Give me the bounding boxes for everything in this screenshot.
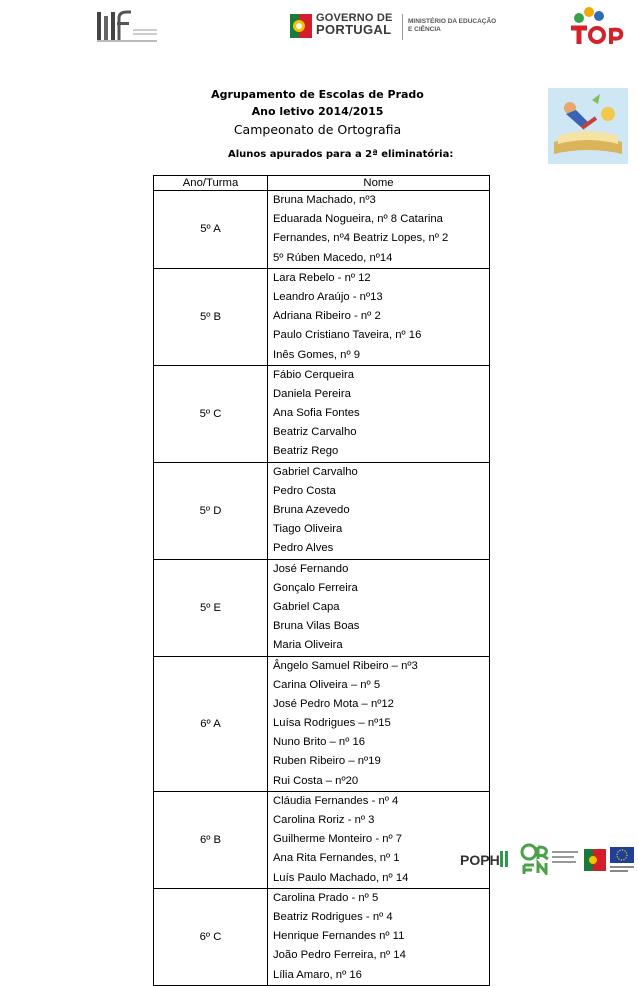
student-name: Beatriz Rego [273, 445, 339, 458]
school-name: Agrupamento de Escolas de Prado [211, 88, 424, 101]
student-name: 5º Rúben Macedo, nº14 [273, 251, 393, 264]
gov-line1: GOVERNO DE [316, 12, 393, 24]
student-name: Eduarada Nogueira, nº 8 Catarina [273, 213, 443, 226]
names-cell [268, 656, 490, 791]
student-name: Ruben Ribeiro – nº19 [273, 755, 381, 768]
poph-logo [460, 847, 510, 873]
class-cell: 5º B [154, 268, 268, 365]
table-body [154, 191, 490, 986]
government-logo [290, 12, 497, 42]
student-name: Lara Rebelo - nº 12 [273, 271, 371, 284]
student-name: Inês Gomes, nº 9 [273, 348, 361, 361]
student-name: Gabriel Carvalho [273, 465, 358, 478]
reading-illustration [548, 88, 628, 164]
table-row [154, 268, 490, 365]
class-cell: 6º C [154, 888, 268, 985]
class-cell: 5º A [154, 191, 268, 269]
student-name: Gonçalo Ferreira [273, 581, 358, 594]
student-name: Tiago Oliveira [273, 523, 343, 536]
teip-logo [565, 4, 627, 46]
table-header-row [154, 176, 490, 191]
names-cell [268, 559, 490, 656]
student-name: Bruna Vilas Boas [273, 620, 360, 633]
student-name: Ângelo Samuel Ribeiro – nº3 [273, 659, 418, 672]
student-name: Luís Paulo Machado, nº 14 [273, 871, 409, 884]
student-name: Maria Oliveira [273, 639, 343, 652]
school-year: Ano letivo 2014/2015 [251, 105, 384, 118]
student-name: João Pedro Ferreira, nº 14 [273, 949, 406, 962]
class-cell: 5º E [154, 559, 268, 656]
class-cell: 6º A [154, 656, 268, 791]
student-name: José Pedro Mota – nº12 [273, 697, 394, 710]
table-row [154, 656, 490, 791]
footer-logos [460, 843, 630, 877]
student-name: Rui Costa – nº20 [273, 774, 359, 787]
divider [402, 14, 403, 40]
student-name: Ana Sofia Fontes [273, 407, 360, 420]
table-row [154, 559, 490, 656]
student-name: Bruna Azevedo [273, 504, 350, 516]
col-class-header: Ano/Turma [154, 176, 268, 191]
student-name: Nuno Brito – nº 16 [273, 736, 366, 749]
qualified-students-table [153, 175, 490, 986]
names-cell [268, 791, 490, 888]
student-name: Pedro Alves [273, 542, 334, 555]
table-row [154, 365, 490, 462]
subtitle: Alunos apurados para a 2ª eliminatória: [228, 149, 454, 160]
student-name: Paulo Cristiano Taveira, nº 16 [273, 329, 422, 342]
title-block [180, 86, 455, 140]
qren-logo [520, 843, 580, 875]
student-name: Pedro Costa [273, 484, 336, 497]
student-name: Bruna Machado, nº3 [273, 194, 376, 206]
student-name: Carolina Roriz - nº 3 [273, 814, 375, 826]
student-name: Ana Rita Fernandes, nº 1 [273, 852, 400, 865]
table-row [154, 462, 490, 559]
student-name: Carina Oliveira – nº 5 [273, 678, 381, 691]
class-cell: 5º C [154, 365, 268, 462]
student-name: Beatriz Carvalho [273, 426, 357, 439]
gov-line2: PORTUGAL [316, 22, 392, 37]
student-name: Carolina Prado - nº 5 [273, 891, 379, 904]
eu-flag-icon [610, 847, 634, 873]
student-name: José Fernando [273, 562, 349, 575]
ministry-line2: E CIÊNCIA [408, 26, 441, 33]
student-name: Fernandes, nº4 Beatriz Lopes, nº 2 [273, 232, 449, 245]
col-name-header: Nome [268, 176, 490, 191]
student-name: Henrique Fernandes nº 11 [273, 930, 405, 943]
names-cell [268, 365, 490, 462]
student-name: Adriana Ribeiro - nº 2 [273, 310, 381, 323]
table-row [154, 191, 490, 269]
student-name: Lília Amaro, nº 16 [273, 968, 362, 981]
student-name: Daniela Pereira [273, 387, 351, 400]
student-name: Gabriel Capa [273, 600, 340, 613]
class-cell: 5º D [154, 462, 268, 559]
names-cell [268, 191, 490, 269]
names-cell [268, 268, 490, 365]
student-name: Beatriz Rodrigues - nº 4 [273, 910, 393, 923]
student-name: Luísa Rodrigues – nº15 [273, 717, 391, 730]
poph-text: POPH [460, 852, 500, 868]
names-cell [268, 462, 490, 559]
ministry-line1: MINISTÉRIO DA EDUCAÇÃO [408, 18, 497, 25]
student-name: Fábio Cerqueira [273, 368, 355, 381]
class-cell: 6º B [154, 791, 268, 888]
contest-name: Campeonato de Ortografia [233, 122, 402, 137]
student-name: Guilherme Monteiro - nº 7 [273, 833, 403, 846]
school-logo [95, 8, 160, 44]
portugal-emblem-icon [290, 14, 312, 38]
table-row [154, 791, 490, 888]
portugal-flag-icon [584, 849, 606, 871]
student-name: Cláudia Fernandes - nº 4 [273, 794, 399, 807]
student-name: Leandro Araújo - nº13 [273, 290, 383, 303]
